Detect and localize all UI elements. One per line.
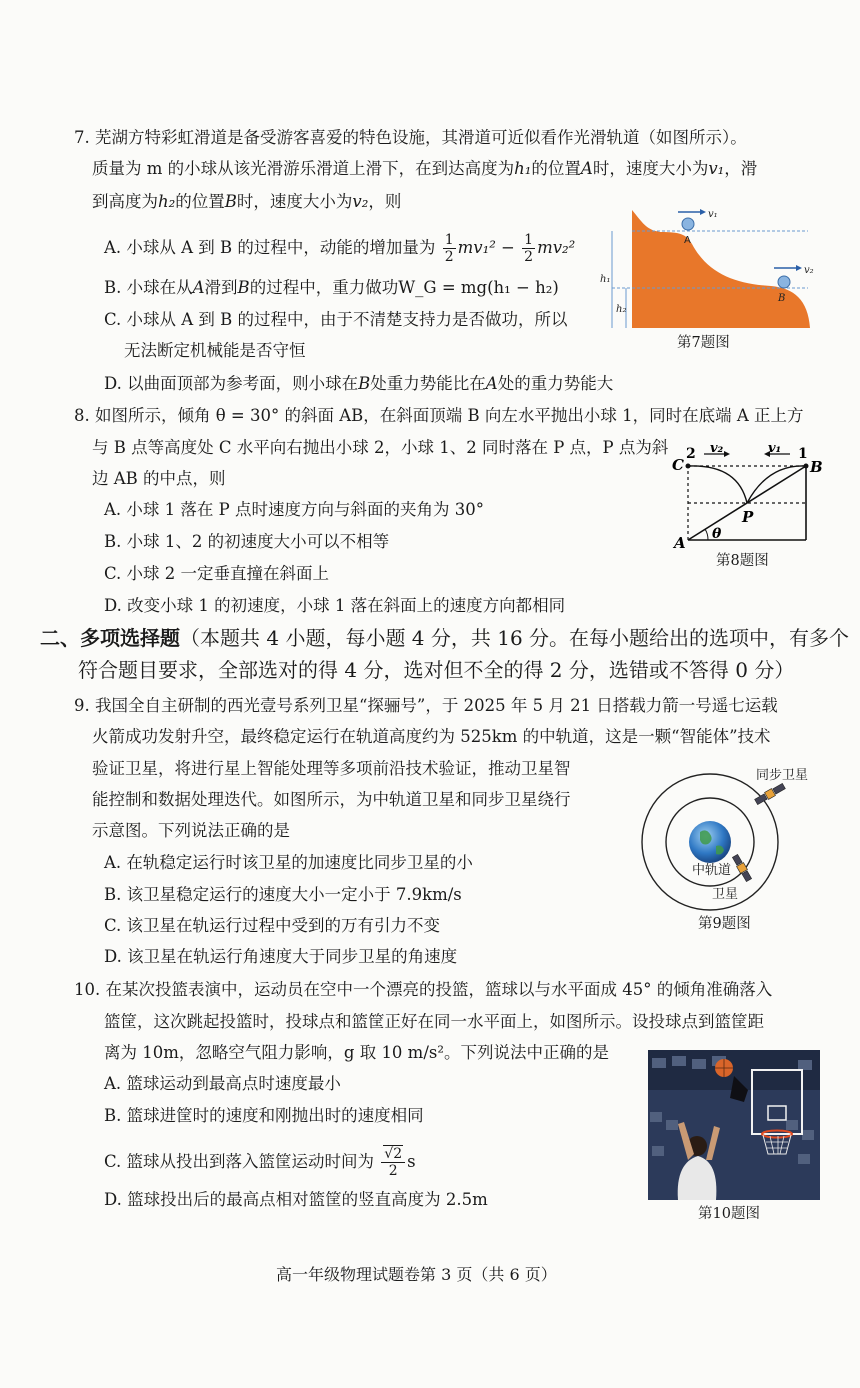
q8-caption: 第8题图	[716, 553, 769, 569]
h2-label: h₂	[616, 304, 627, 315]
q10-line2: 篮筐，这次跳起投篮时，投球点和篮筐正好在同一水平面上，如图所示。设投球点到篮筐距	[104, 1012, 764, 1031]
q9-option-c: C. 该卫星在轨运行过程中受到的万有引力不变	[104, 916, 441, 935]
q8-line2: 与 B 点等高度处 C 水平向右抛出小球 2，小球 1、2 同时落在 P 点，P 点为斜	[92, 438, 669, 457]
q9-option-a: A. 在轨稳定运行时该卫星的加速度比同步卫星的小	[104, 853, 473, 872]
slide-figure	[596, 204, 816, 334]
q10-option-c: C. 篮球从投出到落入篮筐运动时间为 $\frac{√2}{2}$ s	[104, 1146, 416, 1179]
q9-line4: 能控制和数据处理迭代。如图所示，为中轨道卫星和同步卫星绕行	[92, 790, 571, 809]
ball1-label: 1	[798, 446, 808, 462]
q8-option-a: A. 小球 1 落在 P 点时速度方向与斜面的夹角为 30°	[104, 500, 484, 519]
point-p-label: P	[742, 508, 754, 526]
point-b-label: B	[778, 293, 786, 304]
q10-option-b: B. 篮球进筐时的速度和刚抛出时的速度相同	[104, 1106, 424, 1125]
q7-option-a: A. 小球从 A 到 B 的过程中，动能的增加量为 $\frac{1}{2}$ mv₁² − $\frac{1}{2}$ mv₂²	[104, 232, 576, 265]
basketball-photo	[648, 1050, 820, 1200]
q8-option-d: D. 改变小球 1 的初速度，小球 1 落在斜面上的速度方向都相同	[104, 596, 566, 615]
q7-line3: 到高度为h₂的位置B时，速度大小为v₂，则	[92, 192, 402, 211]
q7-line2: 质量为 m 的小球从该光滑游乐滑道上滑下，在到达高度为h₁的位置A时，速度大小为v₁，滑	[92, 159, 758, 178]
section2-header: 二、多项选择题（本题共 4 小题，每小题 4 分，共 16 分。在每小题给出的选项中，有多个	[40, 626, 850, 650]
point-a-label: A	[684, 235, 691, 246]
q9-option-d: D. 该卫星在轨运行角速度大于同步卫星的角速度	[104, 947, 458, 966]
q8-line3: 边 AB 的中点，则	[92, 469, 226, 488]
mid-satellite-label-2: 卫星	[712, 887, 739, 902]
incline-figure	[668, 440, 828, 552]
point-a-label: A	[674, 534, 686, 552]
v2-label: v₂	[710, 441, 724, 456]
ball-a	[682, 218, 694, 230]
theta-label: θ	[712, 526, 722, 542]
q10-line1: 10. 在某次投篮表演中，运动员在空中一个漂亮的投篮，篮球以与水平面成 45° 的倾角准确落入	[74, 980, 773, 999]
v1-label: v₁	[768, 441, 782, 456]
q10-line3: 离为 10m，忽略空气阻力影响，g 取 10 m/s²。下列说法中正确的是	[104, 1043, 609, 1062]
sync-satellite-label: 同步卫星	[756, 768, 809, 783]
q7-option-c-line2: 无法断定机械能是否守恒	[124, 341, 306, 360]
ball2-label: 2	[686, 446, 696, 462]
q10-option-a: A. 篮球运动到最高点时速度最小	[104, 1074, 341, 1093]
q7-option-b: B. 小球在从A滑到B的过程中，重力做功W_G = mg(h₁ − h₂)	[104, 278, 559, 297]
point-c-label: C	[672, 456, 684, 474]
q9-option-b: B. 该卫星稳定运行的速度大小一定小于 7.9km/s	[104, 885, 462, 904]
q7-caption: 第7题图	[677, 335, 730, 351]
q7-option-c-line1: C. 小球从 A 到 B 的过程中，由于不清楚支持力是否做功，所以	[104, 310, 568, 329]
v2-label: v₂	[804, 265, 814, 276]
v1-label: v₁	[708, 209, 718, 220]
mid-satellite-label-1: 中轨道	[692, 863, 732, 878]
q7-line1: 7. 芜湖方特彩虹滑道是备受游客喜爱的特色设施，其滑道可近似看作光滑轨道（如图所示）。	[74, 128, 747, 147]
q10-caption: 第10题图	[698, 1206, 760, 1222]
slide-track	[632, 210, 810, 328]
q9-line2: 火箭成功发射升空，最终稳定运行在轨道高度约为 525km 的中轨道，这是一颗“智能体”技术	[92, 727, 771, 746]
q8-option-c: C. 小球 2 一定垂直撞在斜面上	[104, 564, 330, 583]
q8-option-b: B. 小球 1、2 的初速度大小可以不相等	[104, 532, 390, 551]
q10-option-d: D. 篮球投出后的最高点相对篮筐的竖直高度为 2.5m	[104, 1190, 488, 1209]
ball-b	[778, 276, 790, 288]
section2-desc-line2: 符合题目要求，全部选对的得 4 分，选对但不全的得 2 分，选错或不答得 0 分）	[78, 658, 795, 682]
point-b-label: B	[810, 458, 823, 476]
q9-caption: 第9题图	[698, 916, 751, 932]
h1-label: h₁	[600, 274, 611, 285]
orbit-figure	[636, 760, 826, 912]
q9-line1: 9. 我国全自主研制的西光壹号系列卫星“探骊号”，于 2025 年 5 月 21 日搭载力箭一号遥七运载	[74, 696, 778, 715]
q9-line3: 验证卫星，将进行星上智能处理等多项前沿技术验证，推动卫星智	[92, 759, 571, 778]
q7-option-d: D. 以曲面顶部为参考面，则小球在B处重力势能比在A处的重力势能大	[104, 374, 614, 393]
q9-line5: 示意图。下列说法正确的是	[92, 821, 290, 840]
page-footer: 高一年级物理试题卷第 3 页（共 6 页）	[276, 1265, 557, 1284]
ball2-path	[688, 466, 747, 503]
q8-line1: 8. 如图所示，倾角 θ = 30° 的斜面 AB，在斜面顶端 B 向左水平抛出小球 1，同时在底端 A 正上方	[74, 406, 804, 425]
